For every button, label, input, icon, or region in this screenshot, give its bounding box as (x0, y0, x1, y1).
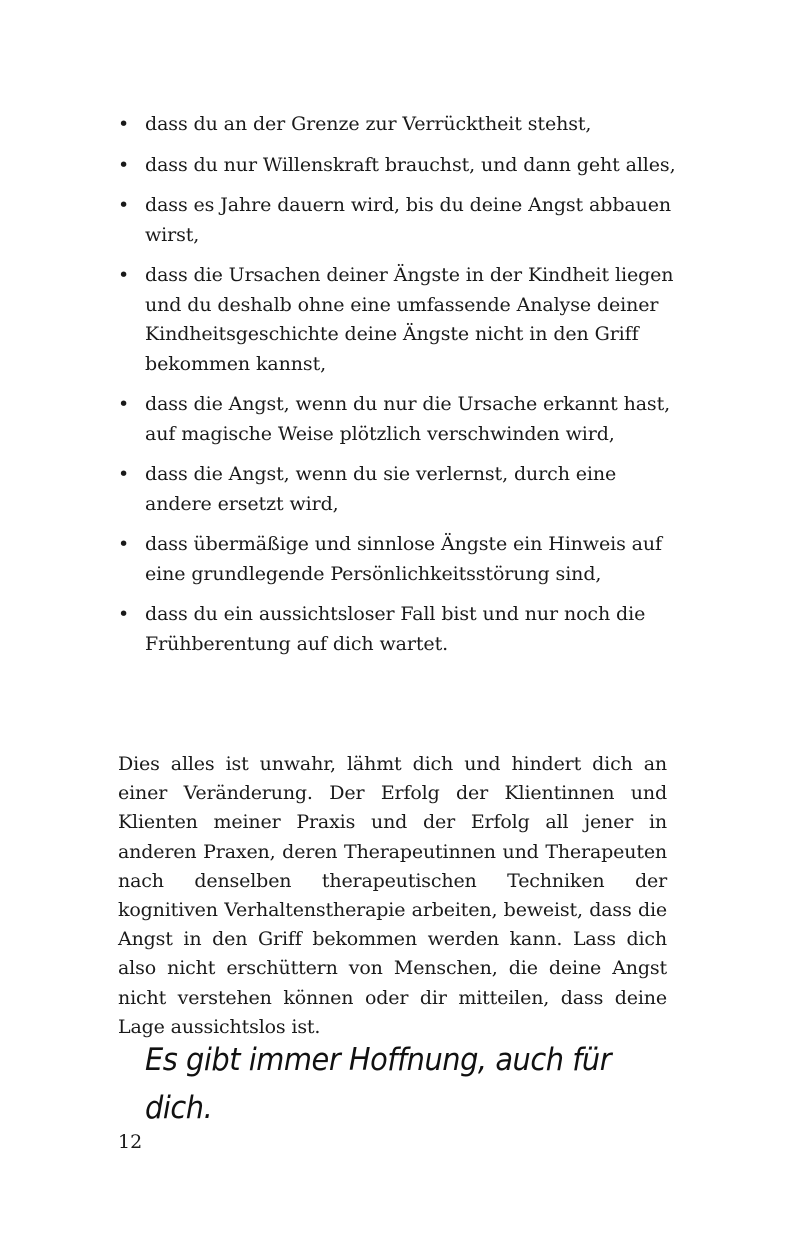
list-item (118, 600, 678, 659)
list-item-text: dass die Angst, wenn du sie verlernst, durch eine andere ersetzt wird, (145, 463, 617, 515)
list-item (118, 151, 678, 181)
list-item-text: dass es Jahre dauern wird, bis du deine Angst abbauen wirst, (145, 194, 672, 246)
list-item (118, 390, 678, 449)
page-number: 12 (118, 1131, 143, 1153)
list-item-text: dass du nur Willenskraft brauchst, und dann geht alles, (145, 153, 676, 176)
list-item-text: dass die Ursachen deiner Ängste in der Kindheit liegen und du deshalb ohne eine umfassende Analyse deiner Kindheitsgeschichte deine Ängste nicht in den Griff bekommen kannst, (145, 264, 674, 375)
list-item-text: dass du an der Grenze zur Verrücktheit stehst, (145, 113, 592, 135)
bullet-marker: • (118, 113, 130, 135)
bullet-marker: • (118, 194, 130, 216)
bullet-list (118, 110, 678, 670)
handwritten-quote: Es gibt immer Hoffnung, auch für dich. (145, 1042, 612, 1126)
bullet-marker: • (118, 393, 130, 415)
list-item (118, 191, 678, 250)
bullet-marker: • (118, 463, 130, 485)
body-paragraph: Dies alles ist unwahr, lähmt dich und hindert dich an einer Veränderung. Der Erfolg der Klientinnen und Klienten meiner Praxis und der Erfolg all jener in anderen Praxen, deren Therapeutinnen und Therapeuten nach denselben therapeutischen Techniken der kognitiven Verhaltenstherapie arbeiten, beweist, dass die Angst in den Griff bekommen werden kann. Lass dich also nicht erschüttern von Menschen, die deine Angst nicht verstehen können oder dir mitteilen, dass deine Lage aussichtslos ist. (118, 753, 667, 1038)
list-item-text: dass die Angst, wenn du nur die Ursache erkannt hast, auf magische Weise plötzlich verschwinden wird, (145, 393, 671, 445)
list-item (118, 460, 678, 519)
bullet-marker: • (118, 603, 130, 625)
list-item (118, 110, 678, 140)
list-item-text: dass übermäßige und sinnlose Ängste ein Hinweis auf eine grundlegende Persönlichkeitsstörung sind, (145, 533, 662, 585)
bullet-marker: • (118, 264, 130, 286)
list-item (118, 261, 678, 379)
list-item-text: dass du ein aussichtsloser Fall bist und nur noch die Frühberentung auf dich wartet. (145, 603, 646, 655)
bullet-marker: • (118, 153, 130, 176)
bullet-marker: • (118, 533, 130, 555)
list-item (118, 530, 678, 589)
